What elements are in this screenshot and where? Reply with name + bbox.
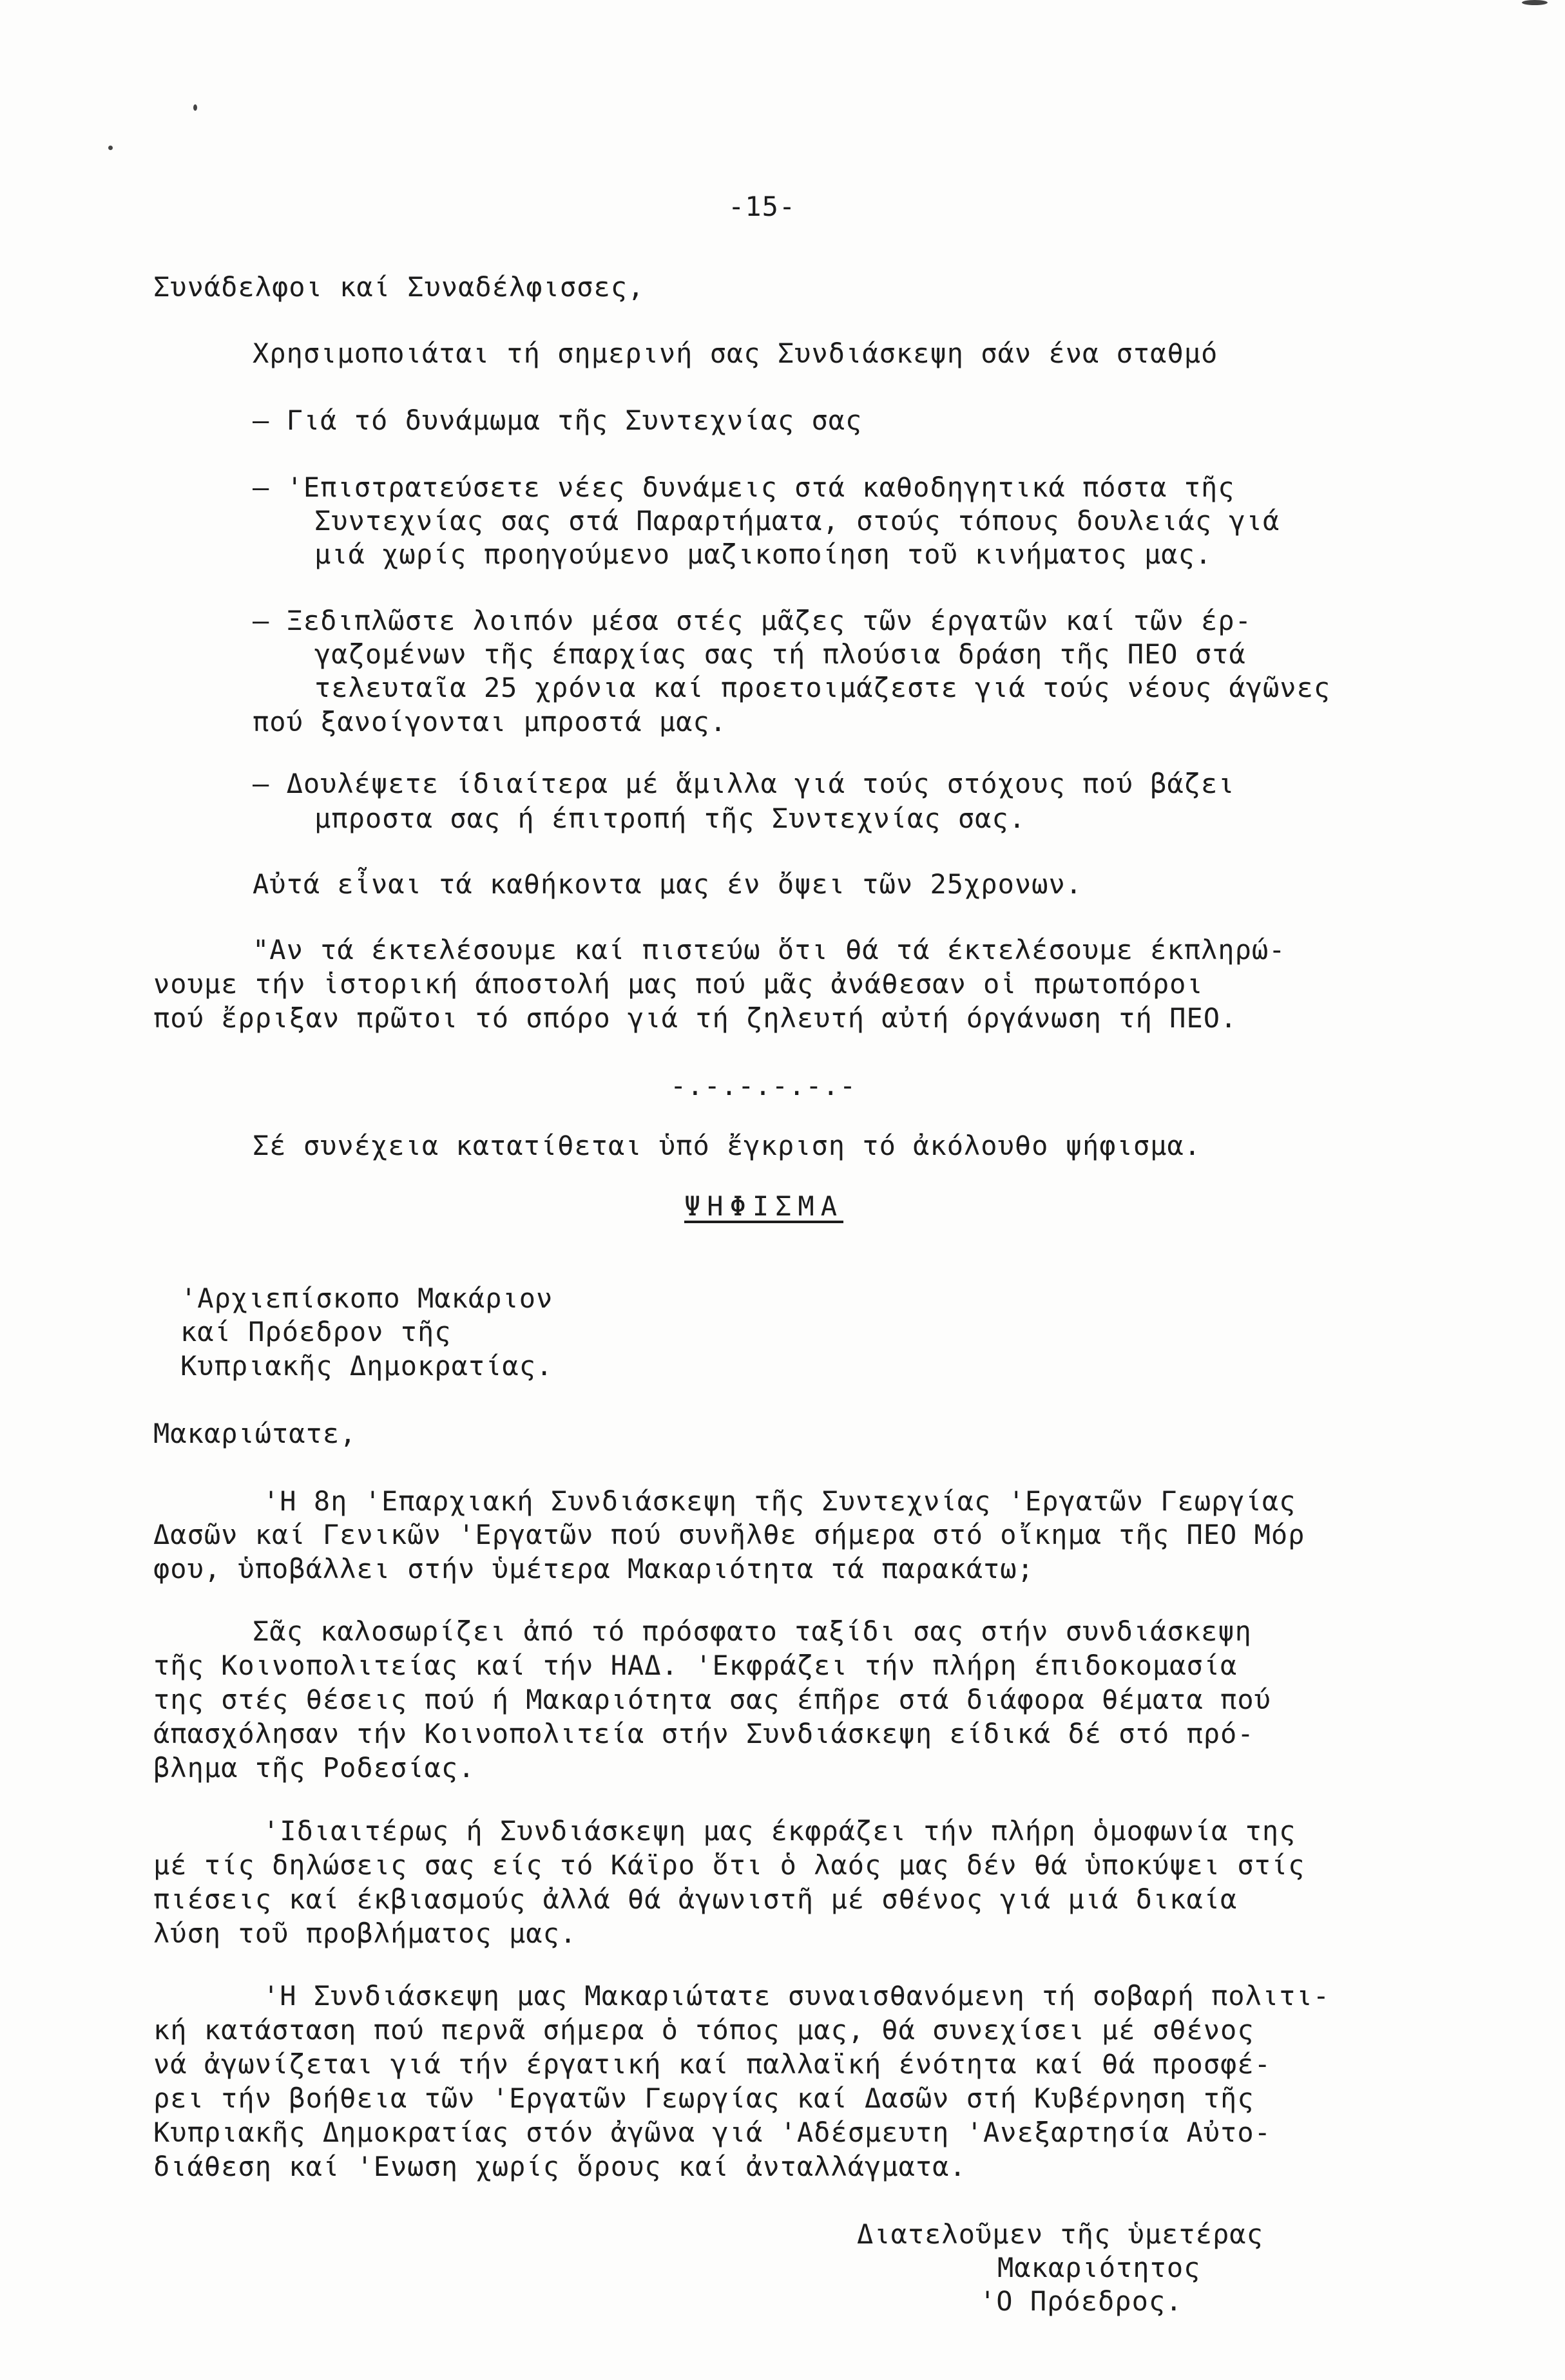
salutation: Συνάδελφοι καί Συναδέλφισσες,	[153, 271, 645, 303]
letter-p4-line-6: διάθεση καί 'Ενωση χωρίς ὅρους καί ἀνταλλάγματα.	[153, 2151, 966, 2182]
letter-p1-line-2: Δασῶν καί Γενικῶν 'Εργατῶν πού συνῆλθε σήμερα στό οἴκημα τῆς ΠΕΟ Μόρ	[153, 1519, 1305, 1550]
separator: -.-.-.-.-.-	[670, 1070, 857, 1101]
letter-greeting: Μακαριώτατε,	[153, 1418, 357, 1449]
letter-p4-line-5: Κυπριακῆς Δημοκρατίας στόν ἀγῶνα γιά 'Αδέσμευτη 'Ανεξαρτησία Αὐτο-	[153, 2117, 1271, 2148]
scan-speck	[1522, 0, 1548, 5]
signoff-line-1: Διατελοῦμεν τῆς ὑμετέρας	[857, 2218, 1263, 2250]
letter-p3-line-4: λύση τοῦ προβλήματος μας.	[153, 1918, 577, 1949]
letter-p4-line-2: κή κατάσταση πού περνᾶ σήμερα ὁ τόπος μας, θά συνεχίσει μέ σθένος	[153, 2014, 1254, 2046]
letter-p2-line-5: βλημα τῆς Ροδεσίας.	[153, 1752, 475, 1784]
scan-speck	[193, 104, 197, 111]
point-3-line-1: — Ξεδιπλῶστε λοιπόν μέσα στές μᾶζες τῶν έργατῶν καί τῶν έρ-	[253, 605, 1252, 636]
point-2-line-2: Συντεχνίας σας στά Παραρτήματα, στούς τόπους δουλειάς γιά	[314, 505, 1280, 537]
letter-p4-line-3: νά ἀγωνίζεται γιά τήν έργατική καί παλλαϊκή ένότητα καί θά προσφέ-	[153, 2048, 1271, 2080]
letter-p2-line-1: Σᾶς καλοσωρίζει ἀπό τό πρόσφατο ταξίδι σας στήν συνδιάσκεψη	[253, 1615, 1252, 1647]
intro-line: Χρησιμοποιάται τή σημερινή σας Συνδιάσκεψη σάν ένα σταθμό	[253, 338, 1218, 369]
addressee-line-2: καί Πρόεδρον τῆς	[180, 1316, 452, 1347]
letter-p1-line-1: 'Η 8η 'Επαρχιακή Συνδιάσκεψη τῆς Συντεχνίας 'Εργατῶν Γεωργίας	[263, 1485, 1296, 1517]
point-2-line-1: — 'Επιστρατεύσετε νέες δυνάμεις στά καθοδηγητικά πόστα τῆς	[253, 471, 1235, 503]
point-4-line-2: μπροστα σας ή έπιτροπή τῆς Συντεχνίας σας.	[314, 803, 1026, 834]
letter-p4-line-4: ρει τήν βοήθεια τῶν 'Εργατῶν Γεωργίας καί Δασῶν στή Κυβέρνηση τῆς	[153, 2082, 1254, 2114]
letter-p2-line-2: τῆς Κοινοπολιτείας καί τήν ΗΑΔ. 'Εκφράζει τήν πλήρη έπιδοκομασία	[153, 1650, 1238, 1681]
point-3-line-4: πού ξανοίγονται μπροστά μας.	[253, 706, 727, 738]
letter-p2-line-3: της στές θέσεις πού ή Μακαριότητα σας έπῆρε στά διάφορα θέματα πού	[153, 1684, 1271, 1715]
point-2-line-3: μιά χωρίς προηγούμενο μαζικοποίηση τοῦ κινήματος μας.	[314, 538, 1213, 570]
point-1-line-1: — Γιά τό δυνάμωμα τῆς Συντεχνίας σας	[253, 405, 863, 436]
point-4-line-1: — Δουλέψετε ίδιαίτερα μέ ἅμιλλα γιά τούς στόχους πού βάζει	[253, 768, 1235, 799]
submission-line: Σέ συνέχεια κατατίθεται ὑπό ἔγκριση τό ἀκόλουθο ψήφισμα.	[253, 1130, 1202, 1161]
point-3-line-2: γαζομένων τῆς έπαρχίας σας τή πλούσια δράση τῆς ΠΕΟ στά	[314, 638, 1246, 670]
letter-p3-line-1: 'Ιδιαιτέρως ή Συνδιάσκεψη μας έκφράζει τήν πλήρη ὁμοφωνία της	[263, 1815, 1296, 1847]
resolution-title: ΨΗΦΙΣΜΑ	[684, 1190, 844, 1222]
addressee-line-3: Κυπριακῆς Δημοκρατίας.	[180, 1350, 553, 1382]
letter-p3-line-3: πιέσεις καί έκβιασμούς ἀλλά θά ἀγωνιστῆ μέ σθένος γιά μιά δικαία	[153, 1883, 1238, 1915]
closing-line-1: "Αν τά έκτελέσουμε καί πιστεύω ὅτι θά τά έκτελέσουμε έκπληρώ-	[253, 934, 1286, 966]
letter-p3-line-2: μέ τίς δηλώσεις σας είς τό Κάϊρο ὅτι ὁ λαός μας δέν θά ὑποκύψει στίς	[153, 1849, 1305, 1881]
closing-line-2: νουμε τήν ἱστορική άποστολή μας πού μᾶς ἀνάθεσαν οἱ πρωτοπόροι	[153, 968, 1204, 1000]
letter-p4-line-1: 'Η Συνδιάσκεψη μας Μακαριώτατε συναισθανόμενη τή σοβαρή πολιτι-	[263, 1980, 1330, 2012]
signoff-line-3: 'Ο Πρόεδρος.	[979, 2285, 1183, 2317]
point-3-line-3: τελευταῖα 25 χρόνια καί προετοιμάζεστε γιά τούς νέους άγῶνες	[314, 672, 1331, 703]
scan-speck	[108, 146, 113, 150]
letter-p2-line-4: άπασχόλησαν τήν Κοινοπολιτεία στήν Συνδιάσκεψη είδικά δέ στό πρό-	[153, 1718, 1254, 1749]
tasks-line: Αὐτά εἶναι τά καθήκοντα μας έν ὄψει τῶν 25χρονων.	[253, 868, 1083, 900]
closing-line-3: πού ἔρριξαν πρῶτοι τό σπόρο γιά τή ζηλευτή αὐτή όργάνωση τή ΠΕΟ.	[153, 1002, 1238, 1034]
page-number: -15-	[728, 191, 796, 222]
addressee-line-1: 'Αρχιεπίσκοπο Μακάριον	[180, 1282, 553, 1314]
letter-p1-line-3: φου, ὑποβάλλει στήν ὑμέτερα Μακαριότητα τά παρακάτω;	[153, 1553, 1034, 1585]
signoff-line-2: Μακαριότητος	[997, 2252, 1201, 2283]
